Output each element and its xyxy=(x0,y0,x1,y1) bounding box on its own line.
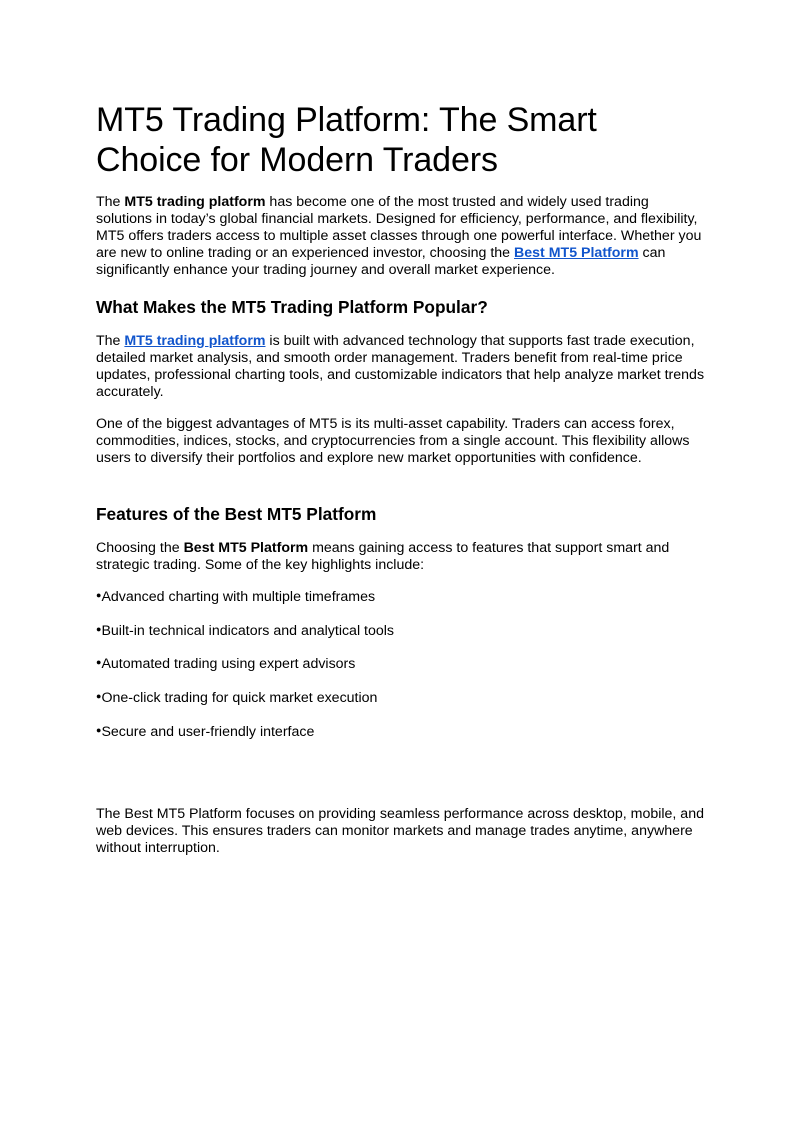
mt5-trading-platform-link[interactable]: MT5 trading platform xyxy=(124,333,266,349)
intro-text-2: has become one of the most trusted and widely used trading solutions in today’s global financial markets. Designed for efficiency, performance, and flexibility, MT5 offers traders access to multiple asset classes through one powerful interface. Whether you are new to online trading or an experienced investor, choosing the xyxy=(96,194,702,261)
popular-paragraph-1 xyxy=(96,333,706,401)
features-paragraph-1 xyxy=(96,540,706,574)
bullet-icon: ● xyxy=(96,725,102,735)
feature-list-item xyxy=(96,589,706,606)
feature-list-item xyxy=(96,656,706,673)
features-bold-term: Best MT5 Platform xyxy=(183,540,309,556)
page-title: MT5 Trading Platform: The Smart Choice for Modern Traders xyxy=(96,101,597,179)
section-heading-features: Features of the Best MT5 Platform xyxy=(96,504,377,524)
features-text-1: Choosing the xyxy=(96,540,184,556)
best-mt5-platform-link[interactable]: Best MT5 Platform xyxy=(514,245,639,261)
feature-list-item-text: Built-in technical indicators and analytical tools xyxy=(101,623,395,639)
popular-text-1: The xyxy=(96,333,125,349)
popular-paragraph-2: One of the biggest advantages of MT5 is its multi-asset capability. Traders can access forex, commodities, indices, stocks, and cryptocurrencies from a single account. This flexibility allows users to diversify their portfolios and explore new market opportunities with confidence. xyxy=(96,416,690,466)
feature-list-item-text: Advanced charting with multiple timeframes xyxy=(101,589,376,605)
bullet-icon: ● xyxy=(96,691,102,701)
section-heading-popular: What Makes the MT5 Trading Platform Popular? xyxy=(96,297,488,317)
feature-list-item xyxy=(96,690,706,707)
bullet-icon: ● xyxy=(96,590,102,600)
intro-paragraph xyxy=(96,194,706,279)
feature-list-item xyxy=(96,623,706,640)
feature-list-item-text: One-click trading for quick market execution xyxy=(101,690,378,706)
feature-list-item-text: Automated trading using expert advisors xyxy=(101,656,356,672)
bullet-icon: ● xyxy=(96,657,102,667)
intro-bold-term: MT5 trading platform xyxy=(124,194,266,210)
bullet-icon: ● xyxy=(96,624,102,634)
feature-list-item-text: Secure and user-friendly interface xyxy=(101,724,315,740)
features-paragraph-2: The Best MT5 Platform focuses on providing seamless performance across desktop, mobile, and web devices. This ensures traders can monitor markets and manage trades anytime, anywhere without interruption. xyxy=(96,806,704,856)
features-text-2: means gaining access to features that support smart and strategic trading. Some of the key highlights include: xyxy=(96,540,670,573)
intro-text-3: can significantly enhance your trading journey and overall market experience. xyxy=(96,245,666,278)
intro-text-1: The xyxy=(96,194,125,210)
popular-text-2: is built with advanced technology that supports fast trade execution, detailed market analysis, and smooth order management. Traders benefit from real-time price updates, professional charting tools, and customizable indicators that help analyze market trends accurately. xyxy=(96,333,705,400)
feature-list-item xyxy=(96,724,706,741)
